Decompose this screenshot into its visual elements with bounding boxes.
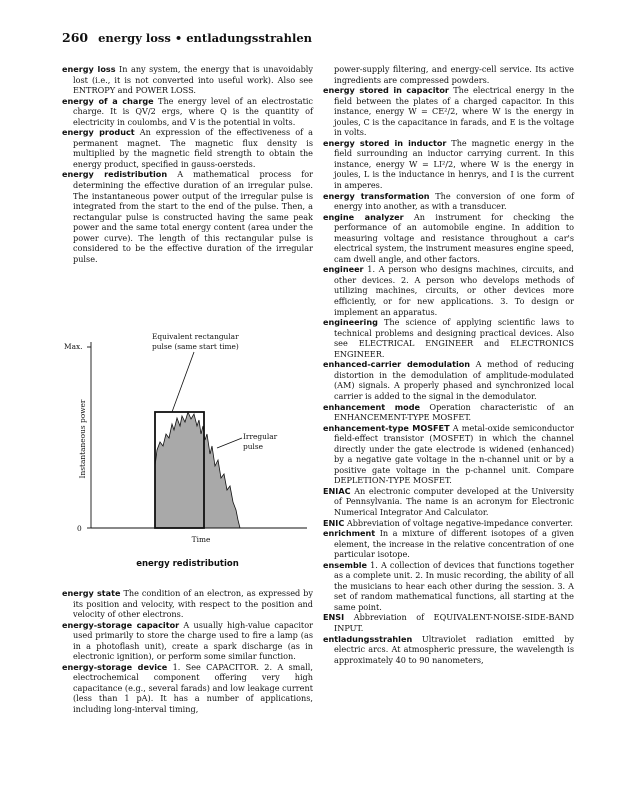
entry: [62, 96, 313, 128]
entry-text: power-supply filtering, and energy-cell service. Its active ingredients are compressed powders.: [334, 64, 574, 85]
running-header: [62, 30, 312, 45]
irregular-pulse-area: [155, 412, 240, 528]
entry: [62, 620, 313, 662]
entry: [323, 528, 574, 560]
entry-text: A usually high-value capacitor used primarily to store the charge used to fire a lamp (as in a photoflash unit), create a spark discharge (as in electronic ignition), or perform some similar function.: [73, 619, 313, 662]
entry: [323, 317, 574, 359]
entry: [62, 64, 313, 96]
entry-text: An instrument for checking the performance of an automobile engine. In addition to measuring voltage and resistance throughout a car's electrical system, the instrument measures engine speed, cam dwell angle, and other factors.: [334, 211, 574, 264]
entry-term: enrichment: [323, 528, 376, 539]
entry-text: Abbreviation of voltage negative-impedance converter.: [346, 517, 573, 528]
x-axis-label: Time: [191, 535, 211, 544]
entry-term: energy state: [62, 588, 121, 598]
entry-term: ENSI: [323, 612, 345, 623]
entry: [323, 191, 574, 212]
left-column-bottom: [62, 588, 313, 715]
entry-term: entladungsstrahlen: [323, 633, 413, 644]
entry-term: enhanced-carrier demodulation: [323, 359, 471, 370]
entry-text: 1. A collection of devices that functions together as a complete unit. 2. In music recording, the ability of all the musicians to hear each other during the session. 3. A set of random mathematical functions, all starting at the same point.: [334, 559, 574, 612]
equivalent-pulse-pointer: [172, 352, 194, 412]
entry-text: Operation characteristic of an ENHANCEMENT-TYPE MOSFET.: [334, 401, 574, 423]
entry-term: enhancement mode: [323, 401, 420, 412]
entry-text: The science of applying scientific laws to technical problems and designing practical devices. Also see ELECTRICAL ENGINEER and ELECTRONICS ENGINEER.: [334, 317, 574, 359]
entry-continuation: [323, 64, 574, 85]
entry-term: energy-storage device: [62, 661, 168, 672]
entry-text: A method of reducing distortion in the demodulation of amplitude-modulated (AM) signals. A properly phased and synchronized local carrier is added to the signal in the demodulator.: [334, 359, 574, 401]
irregular-pulse-label-line2: pulse: [243, 442, 264, 451]
entry: [323, 359, 574, 401]
entry-term: energy stored in capacitor: [323, 85, 449, 96]
entry-term: ENIC: [323, 517, 345, 528]
entry: [323, 518, 574, 529]
entry: [323, 612, 574, 633]
entry-term: enhancement-type MOSFET: [323, 422, 450, 433]
y-axis-label: Instantaneous power: [78, 399, 87, 479]
entry-term: engineering: [323, 317, 378, 328]
entry-text: 1. See CAPACITOR. 2. A small, electrochemical component offering very high capacitance (e.g., several farads) and low leakage current (less than 1 pA). It has a number of applications, including long-interval timing,: [73, 661, 313, 715]
entry: [323, 85, 574, 138]
entry: [323, 486, 574, 518]
entry: [323, 423, 574, 486]
energy-redistribution-figure: [60, 326, 316, 572]
entry-text: Abbreviation of EQUIVALENT-NOISE-SIDE-BAND INPUT.: [334, 612, 574, 633]
entry-term: energy product: [62, 127, 135, 138]
irregular-pulse-pointer: [217, 438, 242, 448]
entry: [323, 402, 574, 423]
entry: [62, 127, 313, 169]
y-max-label: Max.: [64, 342, 83, 351]
y-zero-label: 0: [77, 524, 82, 533]
entry-text: The electrical energy in the field between the plates of a charged capacitor. In this instance, energy W = CE²/2, where W is the energy in joules, C is the capacitance in farads, and E is the voltage in volts.: [334, 85, 574, 138]
entry-term: energy stored in inductor: [323, 137, 447, 148]
right-column: [323, 64, 574, 665]
entry-term: energy redistribution: [62, 169, 168, 180]
entry-text: 1. A person who designs machines, circuits, and other devices. 2. A person who develops methods of utilizing machines, circuits, or other devices more efficiently, or for new applications. 3. To design or implement an apparatus.: [334, 264, 574, 317]
entry-term: energy-storage capacitor: [62, 619, 180, 630]
entry: [62, 169, 313, 264]
entry-text: The conversion of one form of energy into another, as with a transducer.: [334, 190, 574, 212]
entry-text: Ultraviolet radiation emitted by electric arcs. At atmospheric pressure, the wavelength is approximately 40 to 90 nanometers,: [334, 633, 574, 665]
figure-caption: energy redistribution: [136, 559, 239, 569]
entry-text: The magnetic energy in the field surrounding an inductor carrying current. In this instance, energy W = LI²/2, where W is the energy in joules, L is the inductance in henrys, and I is the current in amperes.: [334, 137, 574, 191]
entry-text: In a mixture of different isotopes of a given element, the increase in the relative concentration of one particular isotope.: [334, 528, 574, 560]
entry-term: energy loss: [62, 64, 116, 74]
entry-term: ENIAC: [323, 485, 351, 496]
entry-term: engine analyzer: [323, 211, 404, 222]
entry: [62, 588, 313, 620]
entry-term: energy transformation: [323, 190, 430, 201]
equivalent-pulse-label-line1: Equivalent rectangular: [152, 332, 239, 341]
entry-text: An electronic computer developed at the University of Pennsylvania. The name is an acronym for Electronic Numerical Integrator And Calculator.: [334, 485, 574, 517]
entry-text: A mathematical process for determining the effective duration of an irregular pulse. The instantaneous power output of the irregular pulse is integrated from the start to the end of the pulse. Then, a rectangular pulse is constructed having the same peak power and the same total energy content (area under the power curve). The length of this rectangular pulse is considered to be the effective duration of the irregular pulse.: [73, 169, 313, 264]
entry: [323, 212, 574, 265]
entry-term: energy of a charge: [62, 95, 154, 106]
entry-text: In any system, the energy that is unavoidably lost (i.e., it is not converted into useful work). Also see ENTROPY and POWER LOSS.: [73, 64, 313, 96]
entry: [323, 560, 574, 613]
irregular-pulse-label-line1: Irregular: [243, 432, 278, 441]
equivalent-pulse-label-line2: pulse (same start time): [152, 342, 239, 351]
entry: [323, 138, 574, 191]
pulse-diagram: [60, 326, 316, 562]
running-title: energy loss • entladungsstrahlen: [98, 31, 313, 45]
entry-text: The energy level of an electrostatic charge. It is QV/2 ergs, where Q is the quantity of electricity in coulombs, and V is the potential in volts.: [73, 95, 313, 127]
entry-text: A metal-oxide semiconductor field-effect transistor (MOSFET) in which the channel directly under the gate electrode is widened (enhanced) by a negative gate voltage in the n-channel unit or by a positive gate voltage in the p-channel unit. Compare DEPLETION-TYPE MOSFET.: [334, 422, 574, 486]
page-number: 260: [62, 30, 89, 45]
entry-term: engineer: [323, 264, 364, 275]
entry-term: ensemble: [323, 559, 368, 570]
entry-text: An expression of the effectiveness of a permanent magnet. The magnetic flux density is multiplied by the magnetic field strength to obtain the energy product, specified in gauss-oersteds.: [73, 127, 313, 169]
entry: [323, 634, 574, 666]
entry: [62, 662, 313, 715]
left-column-top: [62, 64, 313, 264]
entry: [323, 264, 574, 317]
entry-text: The condition of an electron, as expressed by its position and velocity, with respect to the position and velocity of other electrons.: [73, 588, 313, 620]
